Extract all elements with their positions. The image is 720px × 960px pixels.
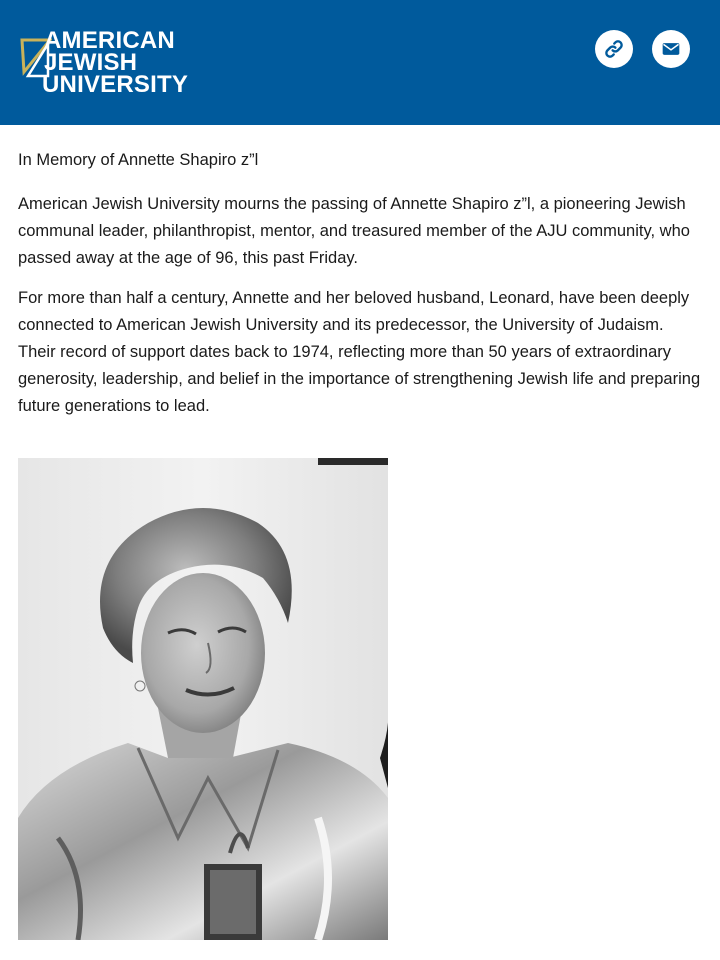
email-icon — [661, 39, 681, 59]
portrait-photo — [18, 458, 388, 940]
portrait-illustration — [18, 458, 388, 940]
aju-logo[interactable] — [18, 27, 189, 98]
logo-text-line-1: AMERICAN — [44, 27, 175, 54]
article-body — [18, 148, 702, 433]
article-paragraph-2: For more than half a century, Annette and her beloved husband, Leonard, have been deeply connected to American Jewish University and its predecessor, the University of Judaism. Their record of support dates back to 1974, reflecting more than 50 years of extraordinary generosity, leadership, and belief in the importance of strengthening Jewish life and preparing future generations to lead. — [18, 289, 701, 415]
site-header — [0, 0, 720, 125]
article-paragraph-1: American Jewish University mourns the passing of Annette Shapiro z”l, a pioneering Jewish communal leader, philanthropist, mentor, and treasured member of the AJU community, who passed away at the age of 96, this past Friday. — [18, 195, 690, 267]
logo-text-line-2: JEWISH — [44, 49, 138, 76]
article-title: In Memory of Annette Shapiro z”l — [18, 151, 259, 169]
email-share-button[interactable] — [652, 30, 690, 68]
logo-text-line-3: UNIVERSITY — [42, 71, 189, 98]
copy-link-button[interactable] — [595, 30, 633, 68]
link-icon — [603, 38, 625, 60]
